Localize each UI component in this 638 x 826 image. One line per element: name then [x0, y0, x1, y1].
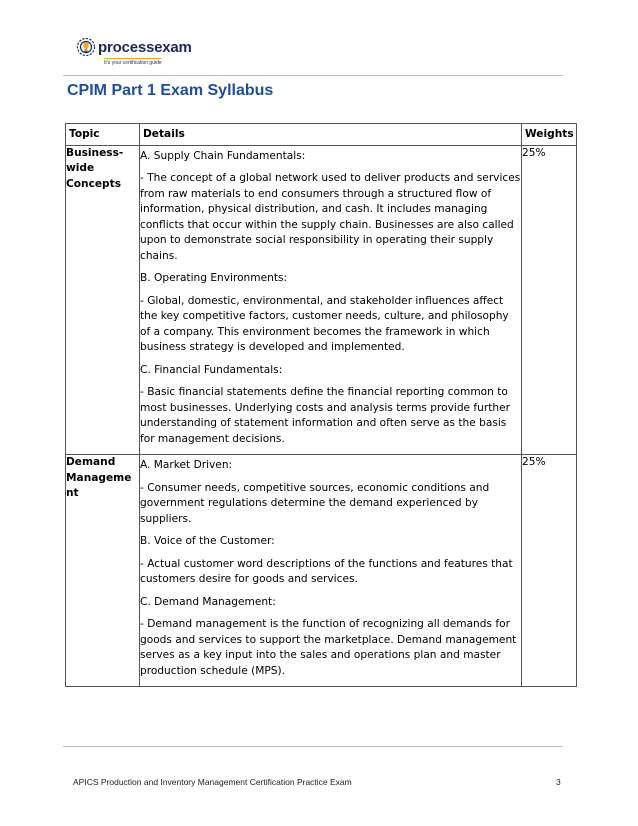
header-topic: Topic	[66, 124, 140, 146]
table-row	[66, 145, 577, 455]
section-body: - Actual customer word descriptions of the functions and features that customers desire for goods and services.	[140, 557, 513, 585]
table-row	[66, 455, 577, 687]
topic-cell: Business-wide Concepts	[66, 145, 140, 455]
section-body: - The concept of a global network used to deliver products and services from raw materials to end consumers through a structured flow of information, physical distribution, and cash. It includes managing conflicts that occur within the supply chain. Businesses are also called upon to demonstrate social responsibility in operating their supply chains.	[140, 172, 521, 262]
details-cell	[140, 455, 522, 687]
section-heading: C. Demand Management:	[140, 595, 276, 608]
header-divider	[63, 75, 563, 76]
section-heading: C. Financial Fundamentals:	[140, 363, 283, 376]
section-heading: B. Operating Environments:	[140, 272, 288, 284]
logo-wordmark: processexam	[98, 39, 192, 56]
topic-cell: Demand Manageme nt	[66, 455, 140, 687]
header-details: Details	[140, 124, 522, 146]
page-number: 3	[556, 777, 561, 787]
weight-cell: 25%	[522, 145, 577, 455]
section-heading: B. Voice of the Customer:	[140, 535, 275, 547]
page-title: CPIM Part 1 Exam Syllabus	[67, 82, 274, 99]
section-body: - Global, domestic, environmental, and stakeholder influences affect the key competitive factors, customer needs, culture, and philosophy of a company. This environment becomes the framework in which business strategy is developed and implemented.	[140, 294, 509, 353]
section-heading: A. Supply Chain Fundamentals:	[140, 149, 306, 162]
section-body: - Demand management is the function of recognizing all demands for goods and services to support the marketplace. Demand management serves as a key input into the sales and operations plan and master production schedule (MPS).	[140, 618, 517, 677]
section-body: - Consumer needs, competitive sources, economic conditions and government regulations determine the demand experienced by suppliers.	[140, 481, 490, 525]
header-weights: Weights	[522, 124, 577, 146]
footer-text: APICS Production and Inventory Management Certification Practice Exam	[73, 777, 352, 787]
syllabus-table	[65, 123, 577, 687]
details-cell	[140, 145, 522, 455]
logo-tagline: It's your certification guide	[104, 60, 162, 66]
table-header-row	[66, 124, 577, 146]
section-heading: A. Market Driven:	[140, 459, 233, 471]
weight-cell: 25%	[522, 455, 577, 687]
footer-divider	[63, 746, 563, 747]
section-body: - Basic financial statements define the financial reporting common to most businesses. Underlying costs and analysis terms provide further understanding of statement information and often serve as the basis for management decisions.	[140, 386, 510, 445]
processexam-logo	[72, 35, 202, 69]
